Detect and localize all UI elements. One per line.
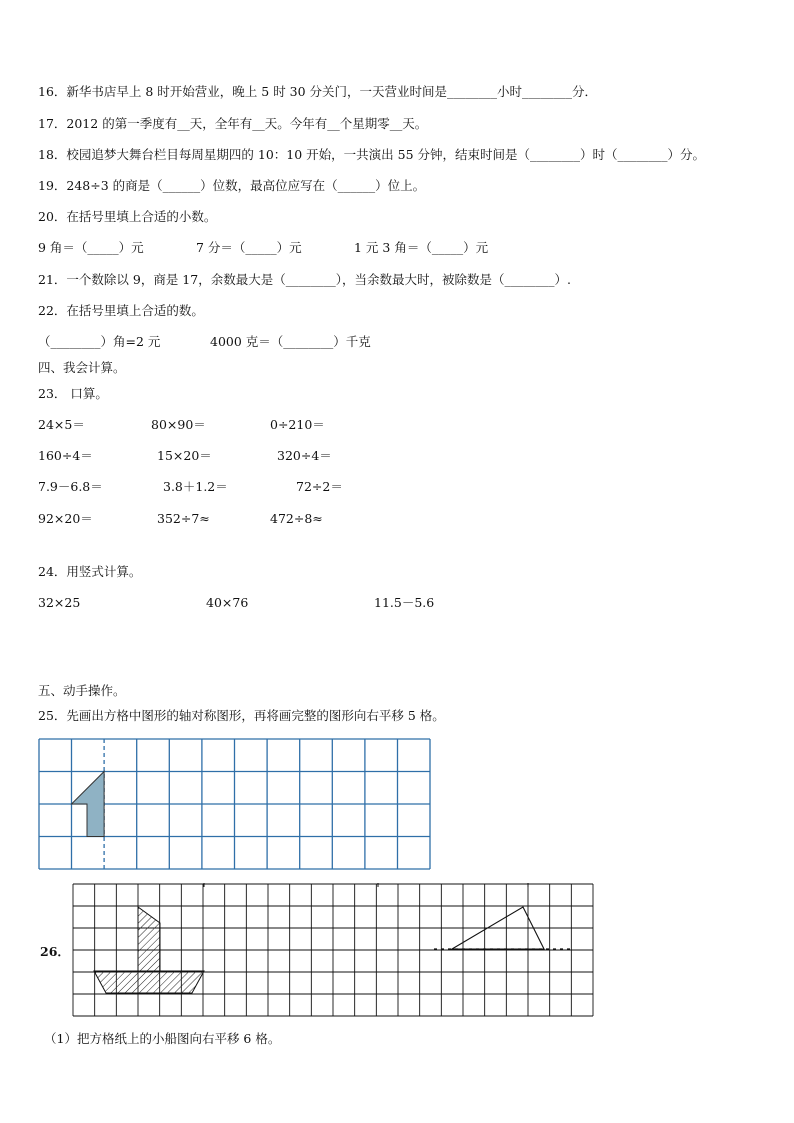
vertical-calc-item: 40×76 bbox=[206, 595, 249, 610]
calc-item: 160÷4＝ bbox=[38, 448, 93, 463]
q22-item: 4000 克＝（________）千克 bbox=[210, 334, 371, 349]
q25-grid-svg bbox=[38, 738, 432, 870]
section-4-heading: 四、我会计算。 bbox=[38, 360, 126, 375]
calc-item: 72÷2＝ bbox=[296, 479, 343, 494]
calc-item: 352÷7≈ bbox=[157, 511, 210, 526]
q22-item: （________）角=2 元 bbox=[38, 334, 161, 349]
q20-item: 9 角＝（_____）元 bbox=[38, 240, 144, 255]
question-21: 21．一个数除以 9，商是 17，余数最大是（________），当余数最大时，被除数是（________）. bbox=[38, 272, 571, 287]
calc-item: 7.9－6.8＝ bbox=[38, 479, 103, 494]
boat-hull bbox=[94, 971, 204, 993]
calc-item: 92×20＝ bbox=[38, 511, 93, 526]
q26-grid-svg bbox=[72, 883, 594, 1017]
question-19: 19．248÷3 的商是（______）位数，最高位应写在（______）位上。 bbox=[38, 178, 426, 193]
q26-grid bbox=[72, 883, 594, 1017]
vertical-calc-item: 32×25 bbox=[38, 595, 81, 610]
q20-item: 7 分＝（_____）元 bbox=[196, 240, 302, 255]
calc-item: 472÷8≈ bbox=[270, 511, 323, 526]
calc-item: 320÷4＝ bbox=[277, 448, 332, 463]
section-5-heading: 五、动手操作。 bbox=[38, 683, 126, 698]
calc-item: 3.8＋1.2＝ bbox=[163, 479, 228, 494]
calc-item: 0÷210＝ bbox=[270, 417, 325, 432]
question-16: 16．新华书店早上 8 时开始营业，晚上 5 时 30 分关门，一天营业时间是________小时________分． bbox=[38, 84, 598, 99]
question-17: 17．2012 的第一季度有__天，全年有__天。今年有__个星期零__天。 bbox=[38, 116, 428, 131]
question-18: 18．校园追梦大舞台栏目每周星期四的 10：10 开始，一共演出 55 分钟，结束时间是（________）时（________）分。 bbox=[38, 147, 706, 162]
vertical-calc-item: 11.5－5.6 bbox=[374, 595, 435, 610]
q25-shape bbox=[72, 772, 105, 837]
q25-grid bbox=[38, 738, 432, 870]
q20-item: 1 元 3 角＝（_____）元 bbox=[354, 240, 489, 255]
calc-item: 15×20＝ bbox=[157, 448, 212, 463]
question-25: 25．先画出方格中图形的轴对称图形，再将画完整的图形向右平移 5 格。 bbox=[38, 708, 445, 723]
boat-sail bbox=[138, 907, 160, 971]
question-24: 24．用竖式计算。 bbox=[38, 564, 142, 579]
calc-item: 80×90＝ bbox=[151, 417, 206, 432]
question-23: 23． 口算。 bbox=[38, 386, 108, 401]
question-20: 20．在括号里填上合适的小数。 bbox=[38, 209, 217, 224]
question-26-label: 26． bbox=[40, 944, 70, 959]
calc-item: 24×5＝ bbox=[38, 417, 85, 432]
question-22: 22．在括号里填上合适的数。 bbox=[38, 303, 204, 318]
question-26-sub1: （1）把方格纸上的小船图向右平移 6 格。 bbox=[44, 1031, 281, 1046]
